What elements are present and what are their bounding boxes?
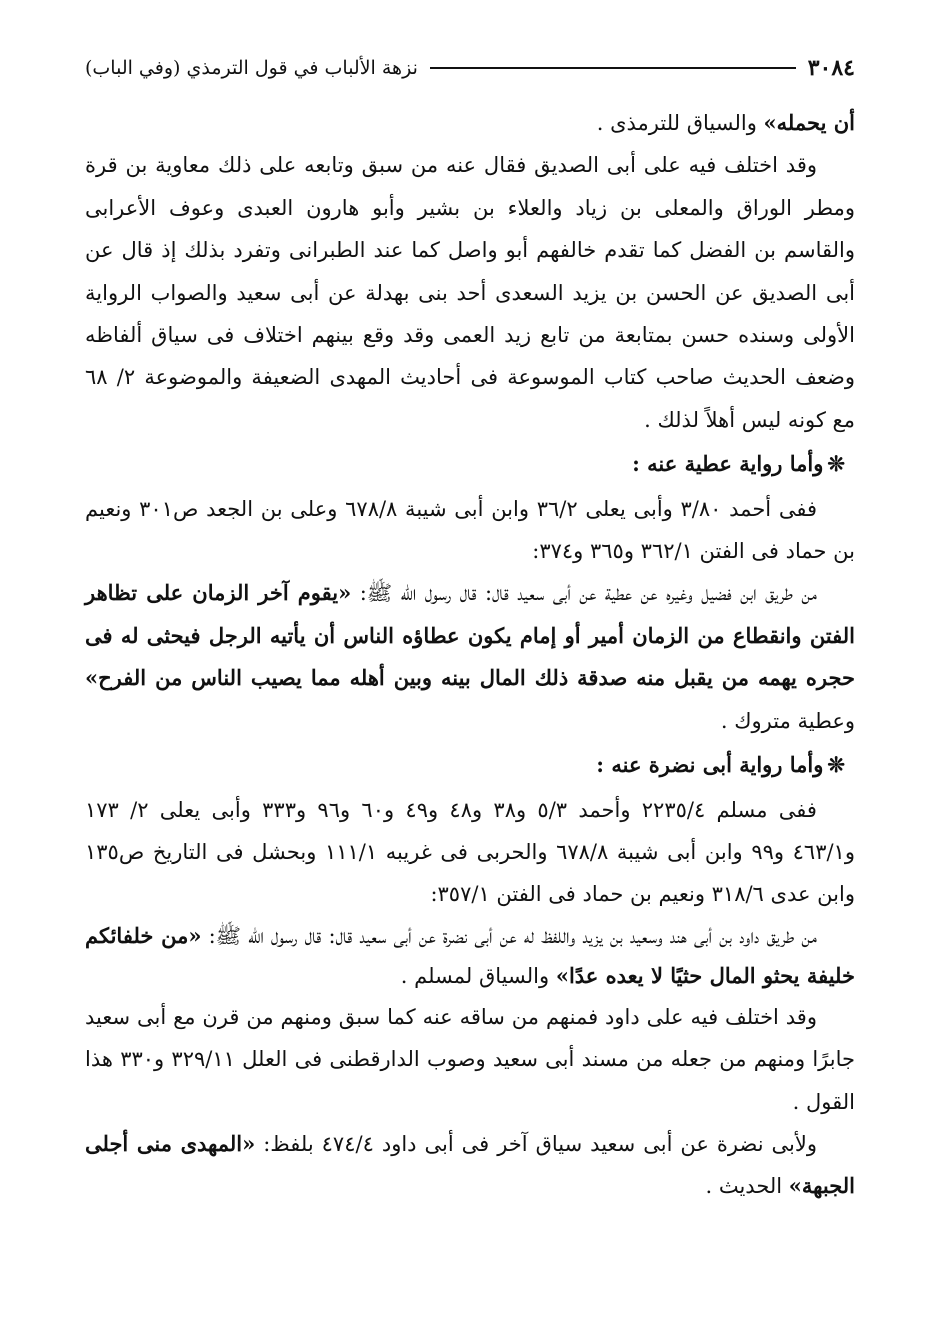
paragraph: [85, 996, 855, 1123]
header-rule: [430, 67, 796, 69]
running-header: [85, 50, 855, 86]
paragraph-text: والسياق للترمذى .: [596, 111, 764, 135]
paragraph: [85, 144, 855, 441]
paragraph: [85, 916, 855, 996]
paragraph-text: وقد اختلف فيه على أبى الصديق فقال عنه من سبق وتابعه على ذلك معاوية بن قرة ومطر الوراق والمعلى بن زياد والعلاء بن بشير وأبو هارون العبدى وعوف الأعرابى والقاسم بن الفضل كما تقدم خالفهم أبو واصل كما عند الطبرانى وتفرد بذلك إذ قال عن أبى الصديق عن الحسن بن يزيد السعدى أحد بنى بهدلة عن أبى سعيد والصواب الرواية الأولى وسنده حسن بمتابعة من تابع زيد العمى وقد وقع بينهم اختلاف فى سياق ألفاظه وضعف الحديث صاحب كتاب الموسوعة فى أحاديث المهدى الضعيفة والموضوعة ٢/ ٦٨ مع كونه ليس أهلاً لذلك .: [85, 153, 855, 432]
paragraph-text: ففى مسلم ٢٢٣٥/٤ وأحمد ٥/٣ و٣٨ و٤٨ و٤٩ و٦٠ و٩٦ و٣٣٣ وأبى يعلى ٢/ ١٧٣ و٤٦٣/١ و٩٩ وابن أبى شيبة ٦٧٨/٨ والحربى فى غريبه ١١١/١ وبحشل فى التاريخ ص١٣٥ وابن عدى ٣١٨/٦ ونعيم بن حماد فى الفتن ٣٥٧/١:: [85, 797, 855, 907]
asterism-icon: ❊: [827, 752, 845, 778]
paragraph-text: الحديث .: [705, 1174, 789, 1199]
page-number: ٣٠٨٤: [807, 55, 855, 81]
section-heading: [85, 443, 855, 485]
paragraph-text: من طريق داود بن أبى هند وسعيد بن يزيد واللفظ له عن أبى نضرة عن أبى سعيد قال: قال رسول الله ﷺ:: [201, 923, 817, 948]
paragraph: [85, 1123, 855, 1208]
paragraph: [85, 789, 855, 916]
paragraph-text: وقد اختلف فيه على داود فمنهم من ساقه عنه كما سبق ومنهم من قرن مع أبى سعيد جابرًا ومنهم من جعله من مسند أبى سعيد وصوب الدارقطنى فى العلل ٣٢٩/١١ و٣٣٠ هذا القول .: [85, 1004, 855, 1114]
paragraph-text: من طريق ابن فضيل وغيره عن عطية عن أبى سعيد قال: قال رسول الله ﷺ:: [351, 581, 817, 606]
paragraph: [85, 102, 855, 144]
hadith-text: أن يحمله»: [763, 110, 855, 135]
asterism-icon: ❊: [827, 451, 845, 477]
book-page: [85, 50, 855, 1208]
page-body: [85, 102, 855, 1208]
hadith-text: «المهدى منى أجلى الجبهة»: [85, 1130, 855, 1199]
hadith-text: «يقوم آخر الزمان على تظاهر الفتن وانقطاع من الزمان أمير أو إمام يكون عطاؤه الناس أن يأتيه الرجل فيحثى له فى حجره يهمه من يقبل منه صدقة ذلك المال بينه وبين أهله مما يصيب الناس من الفرح»: [85, 580, 855, 691]
section-heading-text: وأما رواية أبى نضرة عنه :: [596, 752, 824, 778]
paragraph: [85, 488, 855, 573]
section-heading-text: وأما رواية عطية عنه :: [632, 451, 824, 477]
hadith-text: «من خلفائكم خليفة يحثو المال حثيًا لا يعده عدًا»: [85, 922, 855, 988]
book-title: نزهة الألباب في قول الترمذي (وفي الباب): [85, 57, 418, 79]
paragraph: [85, 572, 855, 742]
paragraph-text: والسياق لمسلم .: [400, 963, 556, 988]
section-heading: [85, 744, 855, 786]
paragraph-text: ولأبى نضرة عن أبى سعيد سياق آخر فى أبى داود ٤٧٤/٤ بلفظ:: [255, 1131, 818, 1156]
paragraph-text: ففى أحمد ٣/٨٠ وأبى يعلى ٣٦/٢ وابن أبى شيبة ٦٧٨/٨ وعلى بن الجعد ص٣٠١ ونعيم بن حماد فى الفتن ٣٦٢/١ و٣٦٥ و٣٧٤:: [85, 496, 855, 564]
paragraph-text: وعطية متروك .: [720, 708, 855, 733]
